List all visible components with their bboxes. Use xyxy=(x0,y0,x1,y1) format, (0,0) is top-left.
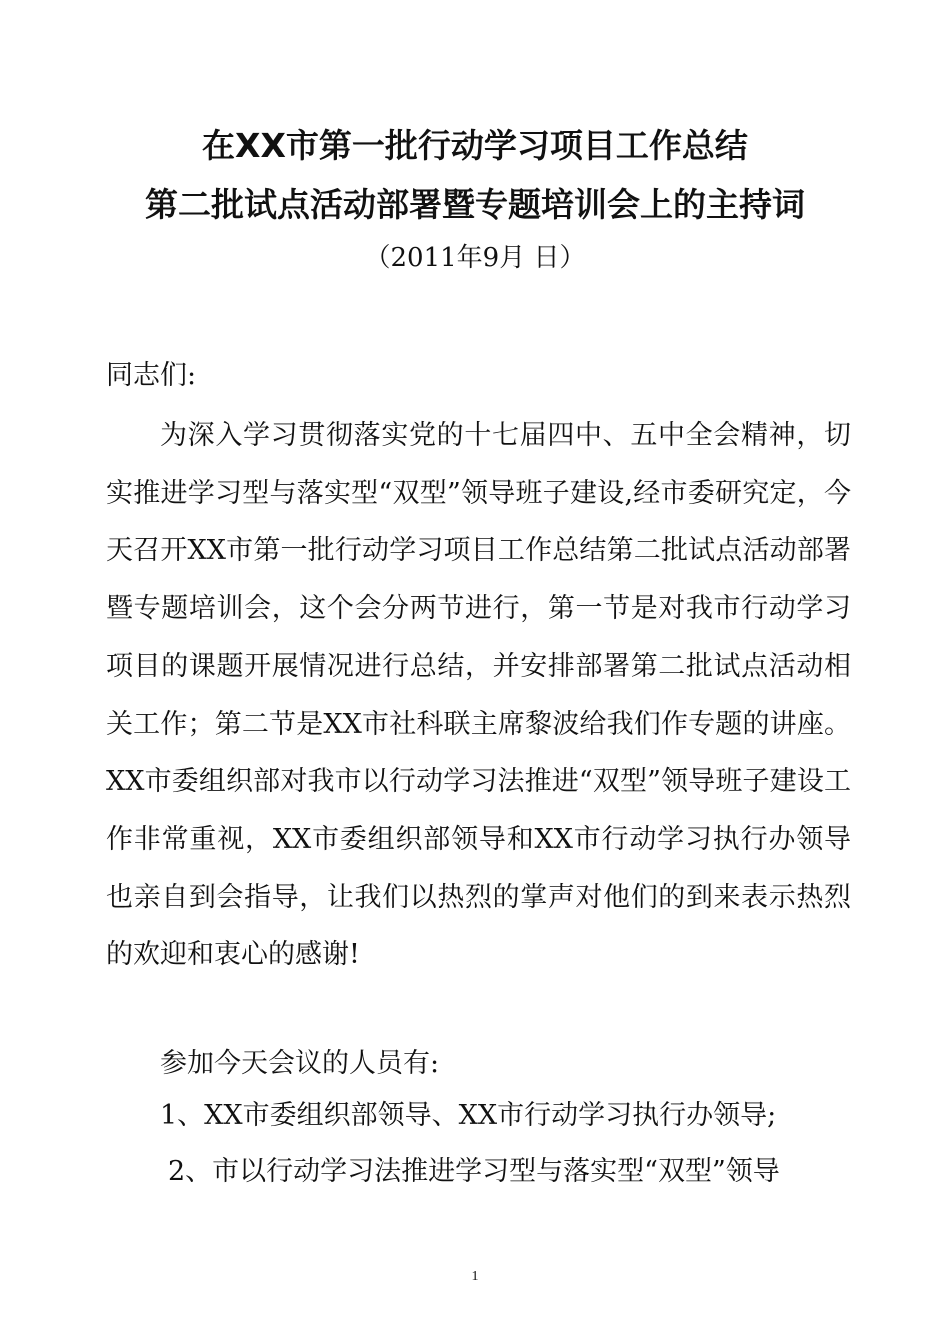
paragraph-opening: 为深入学习贯彻落实党的十七届四中、五中全会精神，切实推进学习型与落实型“双型”领导班子建设,经市委研究定，今天召开XX市第一批行动学习项目工作总结第二批试点活动部署暨专题培训会，这个会分两节进行，第一节是对我市行动学习项目的课题开展情况进行总结，并安排部署第二批试点活动相关工作；第二节是XX市社科联主席黎波给我们作专题的讲座。XX市委组织部对我市以行动学习法推进“双型”领导班子建设工作非常重视，XX市委组织部领导和XX市行动学习执行办领导也亲自到会指导，让我们以热烈的掌声对他们的到来表示热烈的欢迎和衷心的感谢! xyxy=(106,420,851,971)
attendee-item-2: 2、市以行动学习法推进学习型与落实型“双型”领导 xyxy=(168,1156,780,1187)
salutation: 同志们: xyxy=(106,360,197,391)
document-date: （2011年9月 日） xyxy=(364,243,586,273)
attendee-item-1: 1、XX市委组织部领导、XX市行动学习执行办领导; xyxy=(160,1100,777,1131)
document-title-line-2: 第二批试点活动部署暨专题培训会上的主持词 xyxy=(145,185,805,224)
attendees-intro: 参加今天会议的人员有: xyxy=(160,1048,440,1079)
page-number: 1 xyxy=(471,1269,479,1284)
document-title-line-1: 在XX市第一批行动学习项目工作总结 xyxy=(202,126,748,165)
